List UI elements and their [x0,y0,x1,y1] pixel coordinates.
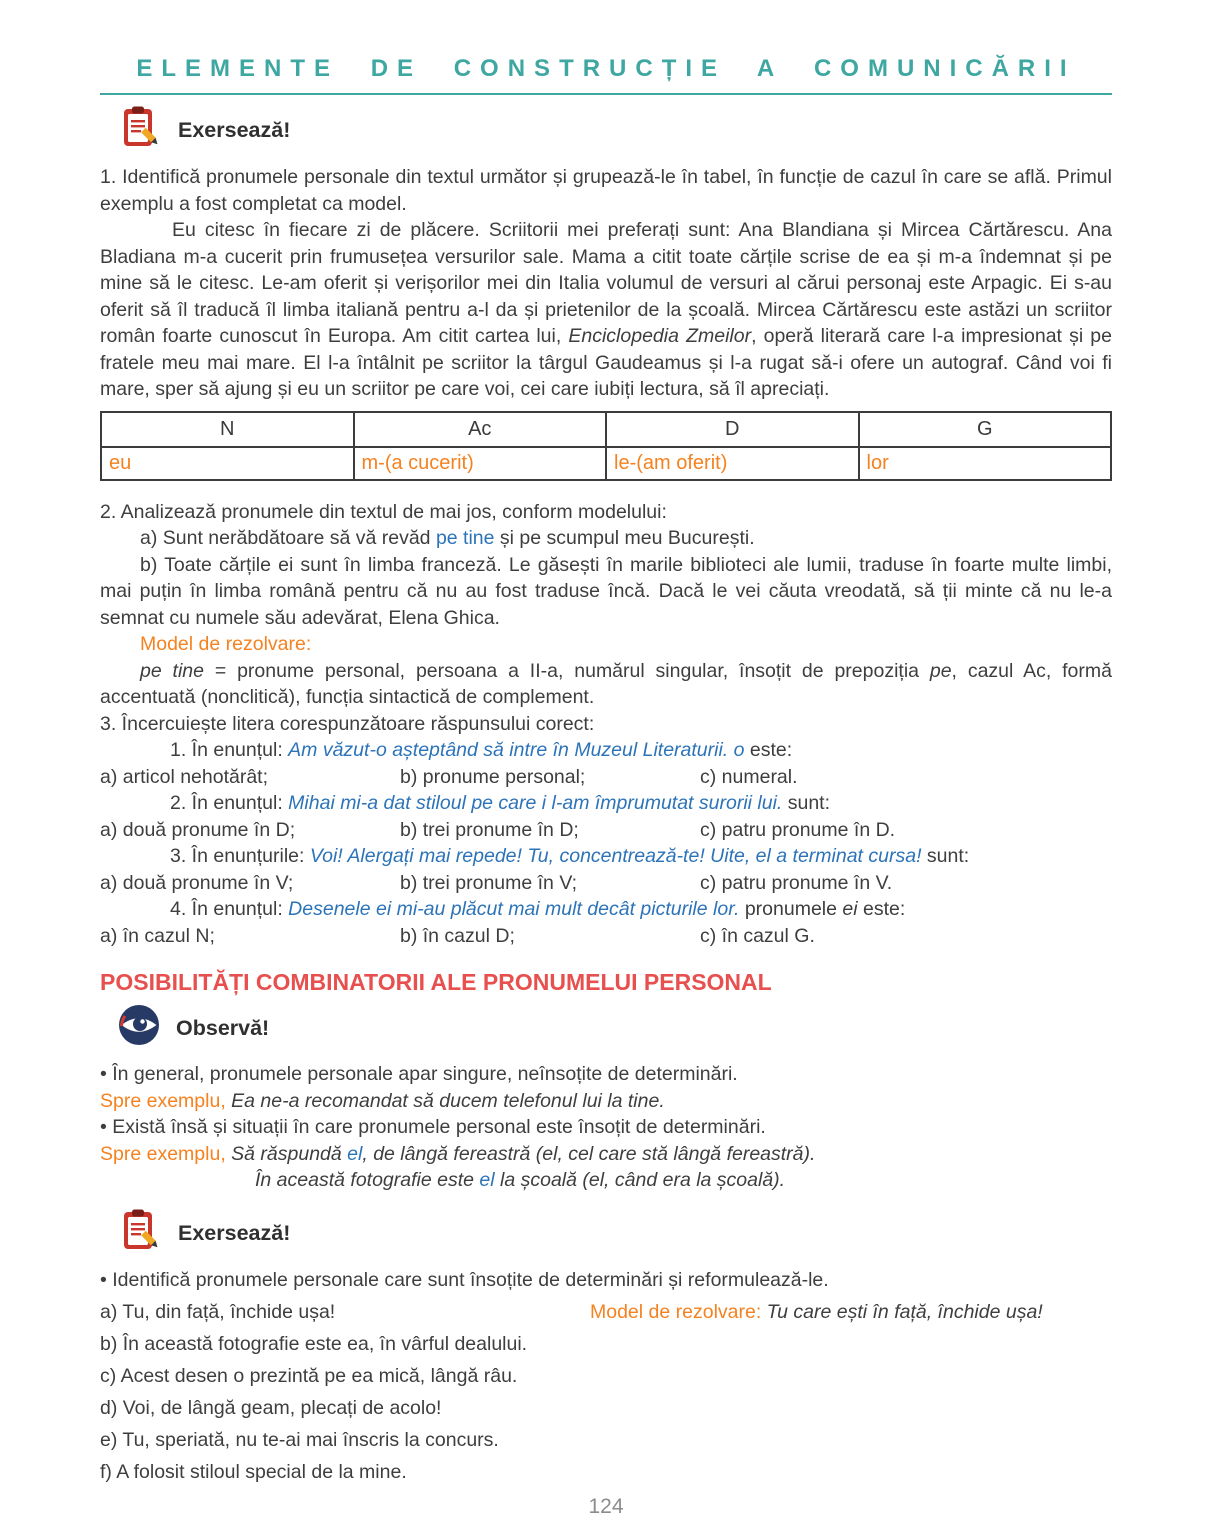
example-3-text-1: În această fotografie este [255,1169,480,1191]
exercise-heading-2 [118,1208,1112,1260]
q2-quote: Mihai mi-a dat stiloul pe care i l-am împrumutat surorii lui. [288,792,783,814]
item-a-text-1: a) Sunt nerăbdătoare să vă revăd [140,527,436,549]
eye-icon [118,1004,160,1054]
observe-example-2 [100,1141,1112,1168]
question-2-options [100,817,1112,844]
clipboard-pencil-icon [118,1208,162,1260]
question-3-options [100,870,1112,897]
exercise1-intro: 1. Identifică pronumele personale din textul următor și grupează-le în tabel, în funcție de cazul în care se află. Primul exemplu a fost completat ca model. [100,166,1112,215]
q4-option-a: a) în cazul N; [100,924,215,947]
example-2-highlight: el [347,1142,363,1165]
question-1 [170,737,1112,764]
q2-option-c: c) patru pronume în D. [700,818,896,841]
exercise4-item-b: b) În această fotografie este ea, în vârful dealului. [100,1333,528,1355]
item-a-highlight: pe tine [435,527,495,549]
model-term-2: pe [929,659,952,682]
q4-quote: Desenele ei mi-au plăcut mai mult decât picturile lor. [288,898,740,920]
exercise4-intro: • Identifică pronumele personale care sunt însoțite de determinări și reformulează-le. [100,1269,829,1291]
passage-text-2: , operă literară care l-a impresionat și pe fratele meu mai mare. El l-a întâlnit pe scriitor la târgul Gaudeamus și l-a rugat să-i ofere un autograf. Când voi fi mare, sper să ajung și eu un scriitor pe care voi, cei care iubiți lectura, să îl apreciați. [100,325,1112,400]
q3-option-a: a) două pronume în V; [100,871,294,894]
q4-prefix: 4. În enunțul: [170,898,289,920]
pronoun-case-table [100,411,1112,481]
exercise-heading-label: Exersează! [178,1221,291,1245]
exercise-heading-label: Exersează! [178,118,291,142]
exercise4-item-f: f) A folosit stiloul special de la mine. [100,1461,407,1483]
q1-prefix: 1. În enunțul: [170,739,289,761]
observe-example-1 [100,1088,1112,1115]
model-label-2: Model de rezolvare: [590,1301,767,1323]
q3-quote: Voi! Alergați mai repede! Tu, concentrează-te! Uite, el a terminat cursa! [309,845,922,867]
column-header-Ac: Ac [354,412,607,447]
q3-option-b: b) trei pronume în V; [400,871,578,894]
example-2-text-2: , de lângă fereastră (el, cel care stă lângă fereastră). [362,1142,816,1165]
q2-option-b: b) trei pronume în D; [400,818,579,841]
cell-D: le-(am oferit) [606,447,859,480]
model-term-1: pe tine [140,659,204,682]
exercise-heading-1 [118,105,1112,157]
q3-prefix: 3. În enunțurile: [170,845,310,867]
example-3-highlight: el [479,1169,495,1191]
cell-G: lor [859,447,1112,480]
page-title: ELEMENTE DE CONSTRUCȚIE A COMUNICĂRII [136,55,1076,82]
example-text-1: Ea ne-a recomandat să ducem telefonul lui la tine. [231,1089,665,1112]
observe-heading [118,1004,1112,1054]
observe-bullet-2: • Există însă și situații în care pronumele personal este însoțit de determinări. [100,1116,766,1138]
cell-N: eu [101,447,354,480]
question-1-options [100,764,1112,791]
model-text-2: , cazul Ac, formă accentuată (nonclitică), funcția sintactică de complement. [100,659,1112,708]
exercise4-item-e: e) Tu, speriată, nu te-ai mai înscris la concurs. [100,1429,499,1451]
q4-option-c: c) în cazul G. [700,924,815,947]
passage-book-title: Enciclopedia Zmeilor [568,325,752,347]
section-heading: POSIBILITĂȚI COMBINATORII ALE PRONUMELUI PERSONAL [100,969,772,995]
exercise1-passage [100,217,1112,403]
question-4 [170,896,1112,923]
q1-quote: Am văzut-o așteptând să intre în Muzeul Literaturii. o [288,739,745,761]
table-row [101,447,1111,480]
observe-example-3 [255,1167,1112,1194]
observe-bullet-1: • În general, pronumele personale apar singure, neînsoțite de determinări. [100,1063,738,1085]
model-solution [100,658,1112,711]
q4-italic: ei [842,898,858,920]
q4-suffix: este: [857,898,906,920]
q4-mid: pronumele [739,898,843,920]
q3-suffix: sunt: [921,845,970,867]
exercise4-item-c: c) Acest desen o prezintă pe ea mică, lângă râu. [100,1365,518,1387]
column-header-D: D [606,412,859,447]
item-a-text: a) Tu, din față, închide ușa! [100,1301,336,1323]
clipboard-pencil-icon [118,105,162,157]
exercise2-item-a [100,525,1112,552]
q2-suffix: sunt: [782,792,831,814]
header-divider [100,93,1112,95]
item-a-text-2: și pe scumpul meu București. [494,527,755,549]
question-2 [170,790,1112,817]
column-header-G: G [859,412,1112,447]
q1-option-c: c) numeral. [700,765,798,788]
example-label-1: Spre exemplu, [100,1089,232,1112]
page-number: 124 [588,1494,624,1518]
exercise4-item-d: d) Voi, de lângă geam, plecați de acolo! [100,1397,442,1419]
example-label-2: Spre exemplu, [100,1142,232,1165]
question-3 [170,843,1112,870]
exercise4-item-a [100,1299,1112,1326]
q2-option-a: a) două pronume în D; [100,818,296,841]
q1-option-a: a) articol nehotărât; [100,765,269,788]
q2-prefix: 2. În enunțul: [170,792,289,814]
observe-heading-label: Observă! [176,1016,270,1040]
question-4-options [100,923,1112,950]
column-header-N: N [101,412,354,447]
q4-option-b: b) în cazul D; [400,924,515,947]
model-text-1: = pronume personal, persoana a II-a, numărul singular, însoțit de prepoziția [203,659,930,682]
exercise3-intro: 3. Încercuiește litera corespunzătoare răspunsului corect: [100,712,595,735]
q1-suffix: este: [744,739,793,761]
example-3-text-2: la școală (el, când era la școală). [494,1169,786,1191]
model-label: Model de rezolvare: [140,633,312,655]
exercise2-intro: 2. Analizează pronumele din textul de mai jos, conform modelului: [100,500,667,523]
cell-Ac: m-(a cucerit) [354,447,607,480]
model-answer: Tu care ești în față, închide ușa! [766,1301,1043,1323]
q1-option-b: b) pronume personal; [400,765,586,788]
passage-text-1: Eu citesc în fiecare zi de plăcere. Scriitorii mei preferați sunt: Ana Blandiana și Mircea Cărtărescu. Ana Bladiana m-a cucerit prin frumusețea versurilor sale. Mama a citit toate cărțile scrise de ea și m-a îndemnat și pe mine să le citesc. Le-am oferit și verișorilor mei din Italia volumul de versuri al cărui personaj este Arpagic. Ei s-au oferit să îl traducă îl limba italiană pentru a-l da și prietenilor de la școală. Mircea Cărtărescu este astăzi un scriitor român foarte cunoscut în Europa. Am citit cartea lui, [100,219,1112,347]
example-2-text-1: Să răspundă [231,1142,348,1165]
table-header-row [101,412,1111,447]
q3-option-c: c) patru pronume în V. [700,871,893,894]
exercise2-item-b: b) Toate cărțile ei sunt în limba franceză. Le găsești în marile biblioteci ale lumii, traduse în foarte multe limbi, mai puțin în limba română pentru că nu au fost traduse încă. Dacă le vei căuta vreodată, să ții minte că nu le-a semnat cu numele său adevărat, Elena Ghica. [100,553,1112,629]
